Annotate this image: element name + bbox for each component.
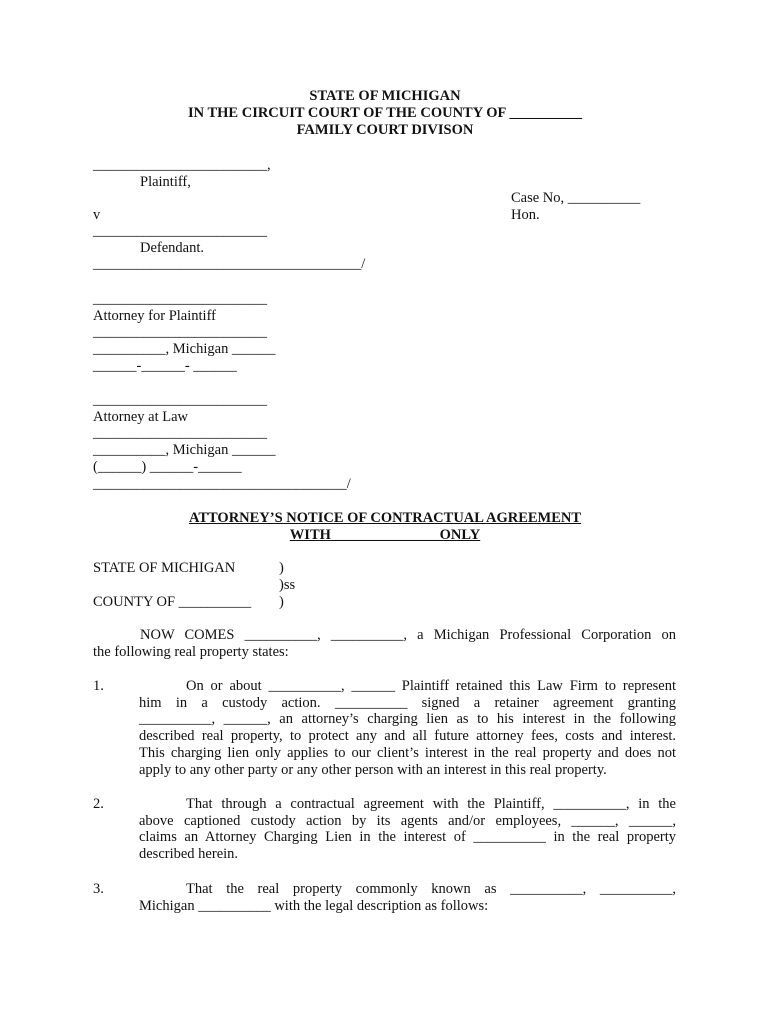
court-header-state: STATE OF MICHIGAN: [309, 88, 461, 104]
venue-county[interactable]: COUNTY OF __________: [93, 594, 252, 610]
venue-ss: )ss: [279, 577, 296, 593]
attorney-plaintiff-name-blank[interactable]: ________________________: [93, 291, 267, 307]
attorney-law-address-blank[interactable]: ________________________: [93, 425, 267, 441]
paragraph-3-line: That the real property commonly known as __________, __________,: [186, 881, 676, 897]
attorney-plaintiff-address-blank[interactable]: ________________________: [93, 324, 267, 340]
document-subtitle: WITH_______________ONLY: [289, 527, 481, 543]
caption-separator: _____________________________________/: [93, 256, 366, 272]
court-header-division: FAMILY COURT DIVISON: [296, 122, 474, 138]
paragraph-2-line: claims an Attorney Charging Lien in the interest of __________ in the real property: [139, 829, 676, 845]
attorney-separator: ___________________________________/: [93, 476, 351, 492]
paragraph-3-number: 3.: [93, 881, 104, 897]
intro-line-1: NOW COMES __________, __________, a Michigan Professional Corporation on: [140, 627, 676, 643]
paragraph-1-line: him in a custody action. __________ signed a retainer agreement granting: [139, 695, 676, 711]
paragraph-3-line: Michigan __________ with the legal description as follows:: [139, 898, 489, 914]
judge-label: Hon.: [511, 207, 540, 223]
attorney-plaintiff-city[interactable]: __________, Michigan ______: [93, 341, 276, 357]
case-number[interactable]: Case No, __________: [511, 190, 641, 206]
attorney-law-label: Attorney at Law: [93, 409, 189, 425]
plaintiff-name-blank[interactable]: ________________________,: [93, 157, 271, 173]
document-title: ATTORNEY’S NOTICE OF CONTRACTUAL AGREEMENT: [188, 510, 582, 526]
intro-line-2: the following real property states:: [93, 644, 289, 660]
court-header-county: IN THE CIRCUIT COURT OF THE COUNTY OF __________: [188, 105, 582, 121]
paragraph-1-line: This charging lien only applies to our client’s interest in the real property and does not: [139, 745, 676, 761]
paragraph-1-number: 1.: [93, 678, 104, 694]
paragraph-1-line: __________, ______, an attorney’s charging lien as to his interest in the following: [139, 711, 676, 727]
paragraph-1-line: described real property, to protect any and all future attorney fees, costs and interest.: [139, 728, 676, 744]
versus-label: v: [93, 207, 101, 223]
attorney-law-city[interactable]: __________, Michigan ______: [93, 442, 276, 458]
plaintiff-label: Plaintiff,: [140, 174, 191, 190]
paragraph-2-line: described herein.: [139, 846, 239, 862]
attorney-plaintiff-phone[interactable]: ______-______- ______: [93, 358, 237, 374]
venue-paren-1: ): [279, 560, 284, 576]
venue-state: STATE OF MICHIGAN: [93, 560, 236, 576]
attorney-law-phone[interactable]: (______) ______-______: [93, 459, 242, 475]
paragraph-1-line: On or about __________, ______ Plaintiff retained this Law Firm to represent: [186, 678, 676, 694]
attorney-law-name-blank[interactable]: ________________________: [93, 392, 267, 408]
paragraph-2-line: That through a contractual agreement with the Plaintiff, __________, in the: [186, 796, 676, 812]
venue-paren-3: ): [279, 594, 284, 610]
paragraph-1-line: apply to any other party or any other person with an interest in this real property.: [139, 762, 607, 778]
attorney-plaintiff-label: Attorney for Plaintiff: [93, 308, 216, 324]
paragraph-2-line: above captioned custody action by its agents and/or employees, ______, ______,: [139, 813, 676, 829]
defendant-label: Defendant.: [140, 240, 205, 256]
paragraph-2-number: 2.: [93, 796, 104, 812]
defendant-name-blank[interactable]: ________________________: [93, 223, 267, 239]
